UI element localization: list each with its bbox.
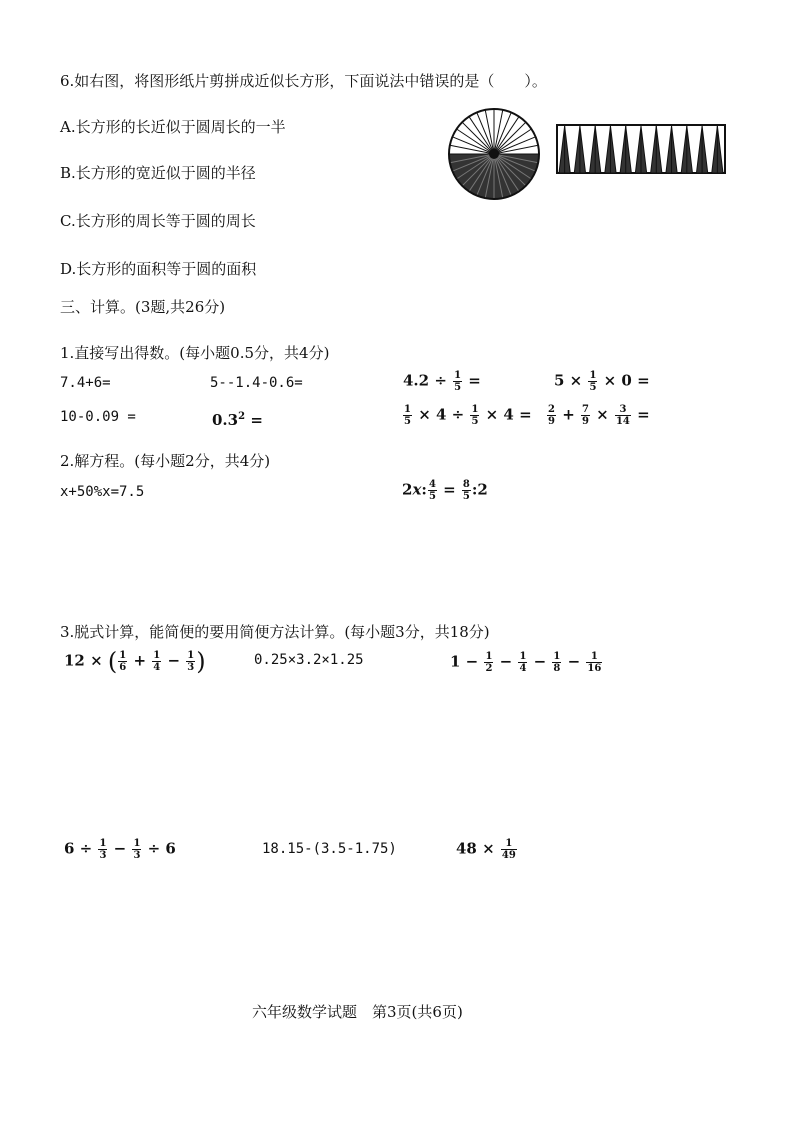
sector-line [494, 122, 526, 154]
question-6-stem: 6.如右图，将图形纸片剪拼成近似长方形，下面说法中错误的是（ ）。 [60, 72, 547, 90]
calc-1e: 10-0.09 = [60, 409, 136, 425]
circle-sector-figure [446, 106, 542, 202]
calc-3e: 18.15-(3.5-1.75) [262, 841, 397, 857]
option-d: D.长方形的面积等于圆的面积 [60, 260, 257, 278]
calc-3a: 12 × ( $\frac{1}{6}$ + $\frac{1}{4}$ − $\frac{1}{3}$ ) [64, 647, 206, 676]
equation-2b: 2x: $\frac{4}{5}$ = $\frac{8}{5}$ :2 [402, 479, 488, 502]
calc-1h: $\frac{2}{9}$ + $\frac{7}{9}$ × $\frac{3}{14}$ = [548, 404, 650, 427]
calc-1g: $\frac{1}{5}$ × 4 ÷ $\frac{1}{5}$ × 4 = [404, 404, 532, 427]
calc-1c: 4.2 ÷ $\frac{1}{5}$ = [403, 370, 481, 393]
page-footer: 六年级数学试题 第3页(共6页) [252, 1003, 463, 1021]
equation-2a: x+50%x=7.5 [60, 484, 145, 500]
option-b: B.长方形的宽近似于圆的半径 [60, 164, 256, 182]
part-1-title: 1.直接写出得数。(每小题0.5分，共4分) [60, 344, 330, 362]
calc-1f-exponent: 2 [238, 411, 246, 422]
option-a: A.长方形的长近似于圆周长的一半 [60, 118, 286, 136]
calc-1f-base: 0.3 [212, 411, 239, 429]
calc-1a: 7.4+6= [60, 375, 111, 391]
part-2-title: 2.解方程。(每小题2分，共4分) [60, 452, 271, 470]
section-3-title: 三、计算。(3题,共26分) [60, 298, 226, 316]
calc-3f: 48 × $\frac{1}{49}$ [456, 838, 516, 861]
calc-3b: 0.25×3.2×1.25 [254, 652, 364, 668]
calc-1b: 5--1.4-0.6= [210, 375, 303, 391]
calc-3c: 1 − $\frac{1}{2}$ − $\frac{1}{4}$ − $\frac{1}{8}$ − $\frac{1}{16}$ [450, 651, 602, 674]
calc-3d: 6 ÷ $\frac{1}{3}$ − $\frac{1}{3}$ ÷ 6 [64, 838, 176, 861]
rearranged-rectangle-figure [556, 124, 726, 174]
calc-1f [212, 408, 263, 429]
calc-1f-equals: = [250, 411, 263, 429]
sector-line [462, 122, 494, 154]
calc-1d: 5 × $\frac{1}{5}$ × 0 = [554, 370, 650, 393]
part-3-title: 3.脱式计算，能简便的要用简便方法计算。(每小题3分，共18分) [60, 623, 490, 641]
option-c: C.长方形的周长等于圆的周长 [60, 212, 256, 230]
